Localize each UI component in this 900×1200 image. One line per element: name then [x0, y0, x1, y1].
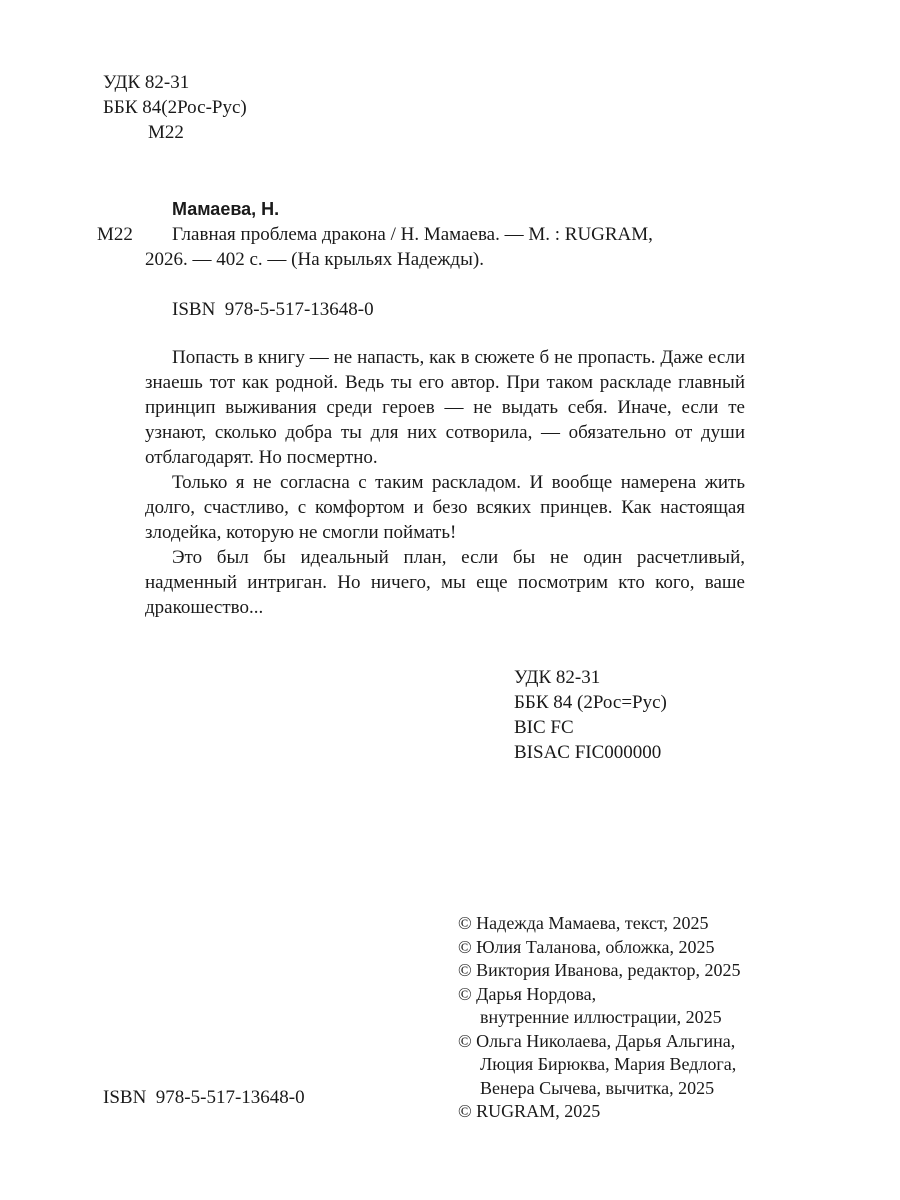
bib-line-1: Главная проблема дракона / Н. Мамаева. — М. : RUGRAM,	[172, 224, 653, 245]
cutter-mark: М22	[97, 224, 133, 245]
copyright-line-continued: Люция Бирюква, Мария Ведлога,	[480, 1054, 737, 1074]
copyright-block	[458, 912, 741, 1124]
copyright-line: © Дарья Нордова,	[458, 983, 597, 1004]
top-classification	[103, 70, 247, 145]
copyright-line: © Надежда Мамаева, текст, 2025	[458, 913, 709, 933]
cutter-code: М22	[148, 122, 184, 143]
bib-line-2: 2026. — 402 с. — (На крыльях Надежды).	[145, 249, 484, 270]
copyright-line: © Виктория Иванова, редактор, 2025	[458, 960, 741, 980]
copyright-line: © Юлия Таланова, обложка, 2025	[458, 936, 715, 957]
bibliographic-description	[145, 222, 653, 272]
copyright-line-continued: внутренние иллюстрации, 2025	[480, 1007, 722, 1027]
bbk-code-right: ББК 84 (2Рос=Рус)	[514, 692, 667, 713]
annotation-paragraph-3: Это был бы идеальный план, если бы не один расчетливый, надменный интриган. Но ничего, мы еще посмотрим кто кого, ваше дракошество...	[145, 547, 745, 618]
udk-code: УДК 82-31	[103, 72, 190, 93]
copyright-line: © RUGRAM, 2025	[458, 1101, 601, 1121]
bic-code: BIC FC	[514, 717, 574, 738]
copyright-line-continued: Венера Сычева, вычитка, 2025	[480, 1077, 715, 1098]
annotation-paragraph-2: Только я не согласна с таким раскладом. И вообще намерена жить долго, счастливо, с комфортом и безо всяких принцев. Как настоящая злодейка, которую не смогли поймать!	[145, 472, 745, 543]
right-classification	[514, 665, 667, 765]
isbn-top: ISBN 978-5-517-13648-0	[172, 299, 374, 320]
bbk-code: ББК 84(2Рос-Рус)	[103, 97, 247, 118]
copyright-line: © Ольга Николаева, Дарья Альгина,	[458, 1030, 736, 1051]
annotation	[145, 345, 745, 620]
udk-code-right: УДК 82-31	[514, 667, 601, 688]
author-heading: Мамаева, Н.	[172, 199, 280, 219]
isbn-bottom: ISBN 978-5-517-13648-0	[103, 1087, 305, 1108]
annotation-paragraph-1: Попасть в книгу — не напасть, как в сюжете б не пропасть. Даже если знаешь тот как родной. Ведь ты его автор. При таком раскладе главный принцип выживания среди героев — не выдать себя. Иначе, если те узнают, сколько добра ты для них сотворила, — обязательно от души отблагодарят. Но посмертно.	[145, 347, 745, 468]
bisac-code: BISAC FIC000000	[514, 742, 662, 763]
